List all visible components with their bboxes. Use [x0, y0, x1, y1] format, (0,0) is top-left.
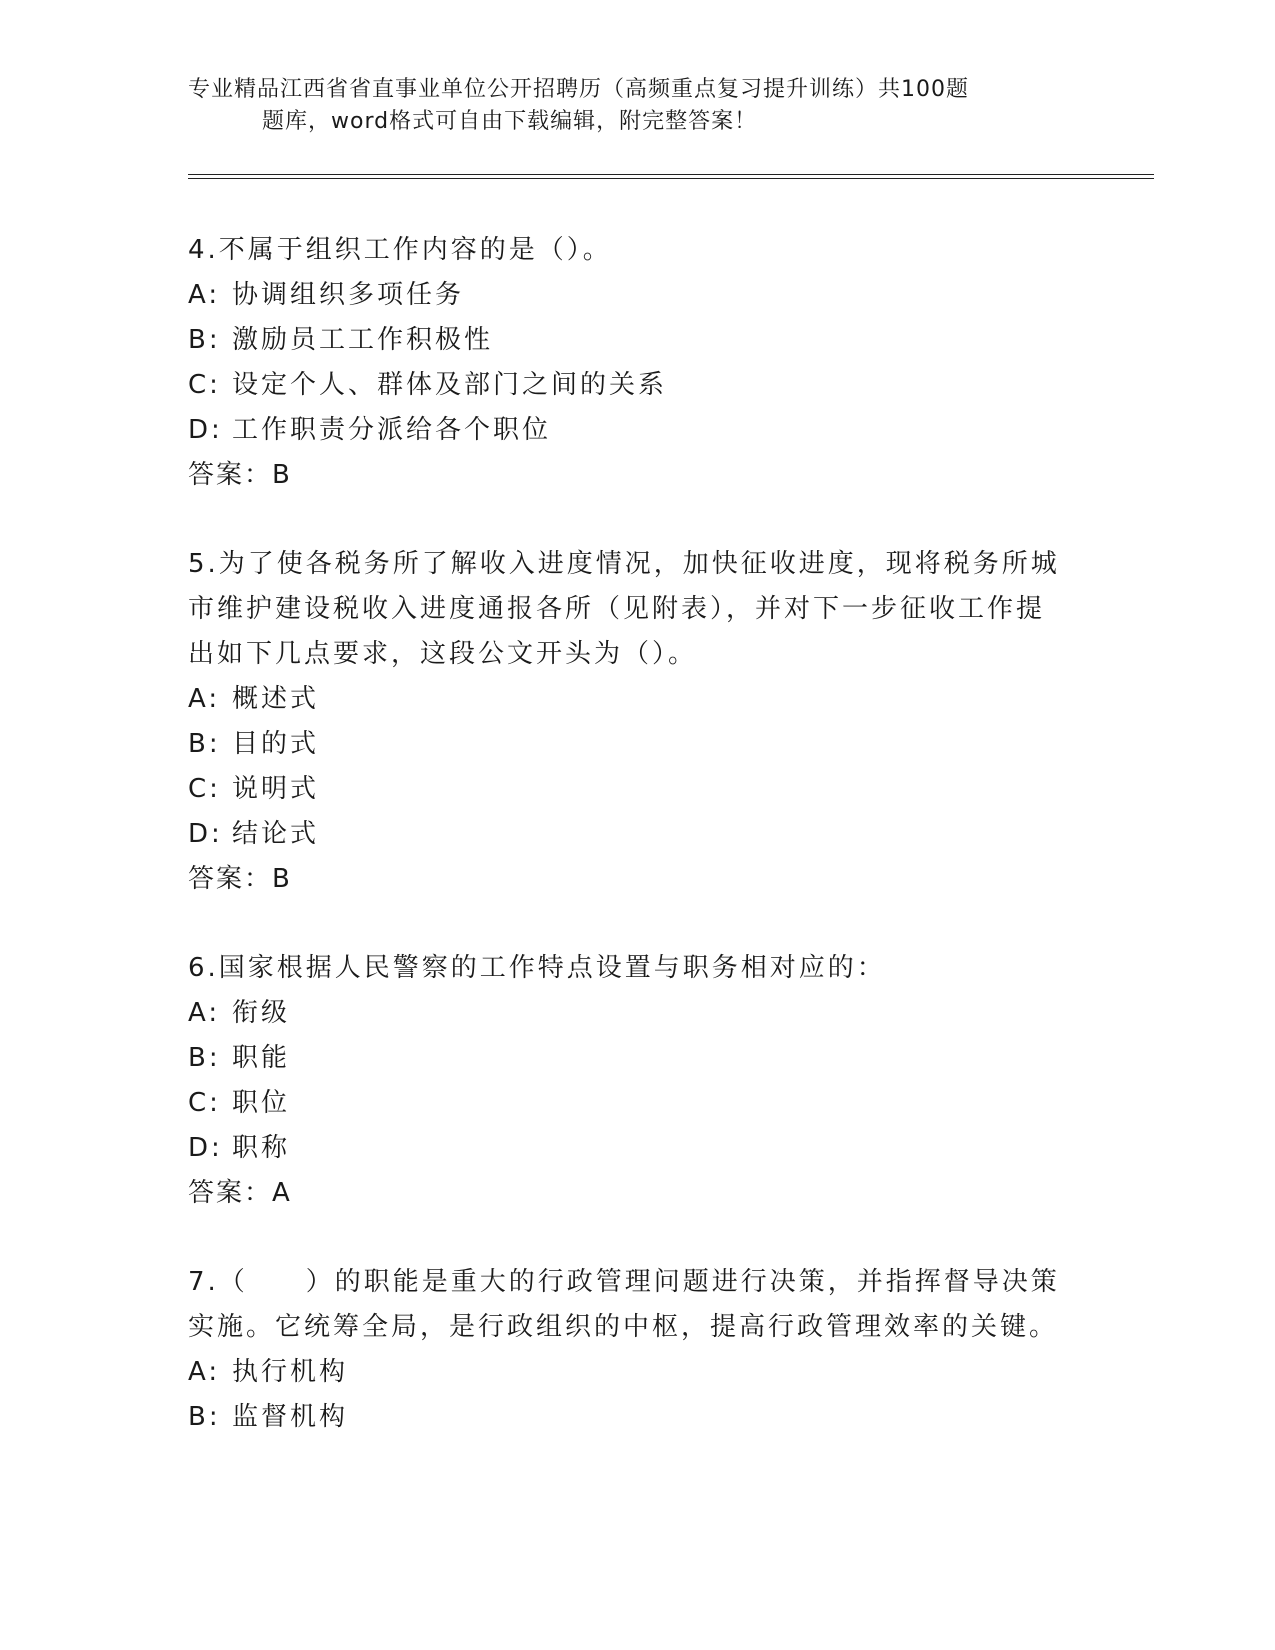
- answer: 答案：B: [188, 864, 292, 894]
- option-text: 执行机构: [232, 1357, 349, 1387]
- question-text: 6.国家根据人民警察的工作特点设置与职务相对应的：: [188, 953, 886, 983]
- option-text: 目的式: [232, 729, 320, 759]
- header-title-line2: 题库，word格式可自由下载编辑，附完整答案！: [262, 109, 758, 134]
- option-a: [188, 1350, 1068, 1395]
- option-letter: C:: [188, 370, 221, 400]
- header-rule-top: [188, 174, 1154, 175]
- option-a: [188, 991, 1068, 1036]
- option-d: [188, 812, 1068, 857]
- option-text: 职位: [232, 1088, 291, 1118]
- question-7: [188, 1260, 1068, 1440]
- option-letter: D:: [188, 819, 223, 849]
- option-b: [188, 722, 1068, 767]
- option-text: 概述式: [232, 684, 320, 714]
- option-c: [188, 363, 1068, 408]
- option-b: [188, 1395, 1068, 1440]
- question-text: 7.（ ）的职能是重大的行政管理问题进行决策，并指挥督导决策实施。它统筹全局，是行政组织的中枢，提高行政管理效率的关键。: [188, 1267, 1060, 1342]
- option-text: 监督机构: [232, 1402, 349, 1432]
- question-text: 5.为了使各税务所了解收入进度情况，加快征收进度，现将税务所城市维护建设税收入进度通报各所（见附表），并对下一步征收工作提出如下几点要求，这段公文开头为（）。: [188, 549, 1060, 669]
- answer: 答案：A: [188, 1178, 292, 1208]
- option-text: 工作职责分派给各个职位: [232, 415, 552, 445]
- option-text: 说明式: [232, 774, 320, 804]
- option-c: [188, 1081, 1068, 1126]
- question-list: [188, 228, 1068, 1484]
- option-d: [188, 408, 1068, 453]
- option-letter: D:: [188, 1133, 223, 1163]
- option-letter: B:: [188, 1402, 221, 1432]
- option-c: [188, 767, 1068, 812]
- option-letter: B:: [188, 729, 221, 759]
- option-a: [188, 273, 1068, 318]
- option-letter: D:: [188, 415, 223, 445]
- option-b: [188, 318, 1068, 363]
- option-text: 职称: [232, 1133, 291, 1163]
- question-text: 4.不属于组织工作内容的是（）。: [188, 235, 612, 265]
- option-text: 设定个人、群体及部门之间的关系: [232, 370, 668, 400]
- question-6: [188, 946, 1068, 1216]
- option-letter: A:: [188, 684, 221, 714]
- option-text: 激励员工工作积极性: [232, 325, 494, 355]
- question-4: [188, 228, 1068, 498]
- option-a: [188, 677, 1068, 722]
- option-letter: B:: [188, 325, 221, 355]
- option-text: 衔级: [232, 998, 291, 1028]
- header-title-line1: 专业精品江西省省直事业单位公开招聘历（高频重点复习提升训练）共100题: [188, 77, 969, 102]
- option-letter: B:: [188, 1043, 221, 1073]
- option-letter: A:: [188, 280, 221, 310]
- option-letter: C:: [188, 774, 221, 804]
- header-rule-bottom: [188, 178, 1154, 179]
- option-text: 协调组织多项任务: [232, 280, 465, 310]
- option-d: [188, 1126, 1068, 1171]
- option-letter: A:: [188, 998, 221, 1028]
- option-b: [188, 1036, 1068, 1081]
- question-5: [188, 542, 1068, 902]
- answer: 答案：B: [188, 460, 292, 490]
- option-letter: A:: [188, 1357, 221, 1387]
- option-letter: C:: [188, 1088, 221, 1118]
- option-text: 职能: [232, 1043, 291, 1073]
- option-text: 结论式: [232, 819, 320, 849]
- document-header: [188, 74, 1048, 138]
